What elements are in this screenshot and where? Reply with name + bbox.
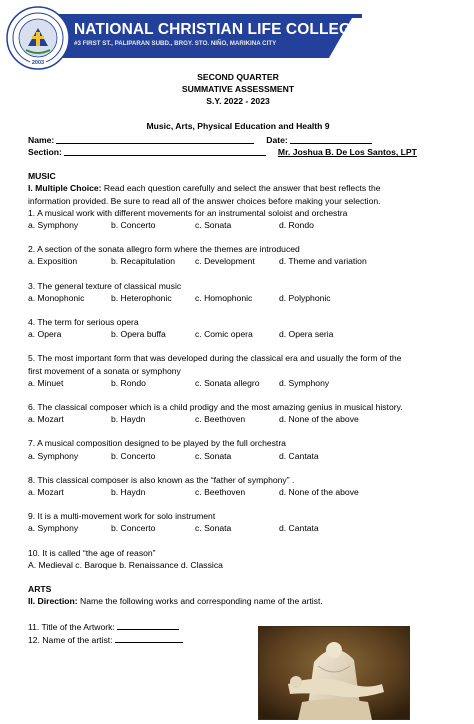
- choices-10: A. Medieval c. Baroque b. Renaissance d. Classica: [28, 559, 223, 570]
- choice: c. Development: [195, 256, 255, 267]
- choice: b. Haydn: [111, 487, 146, 498]
- arts-heading: ARTS: [28, 584, 52, 595]
- music-instructions: [28, 182, 448, 194]
- teacher-name: Mr. Joshua B. De Los Santos, LPT: [277, 147, 417, 158]
- choice: c. Sonata allegro: [195, 377, 260, 388]
- choice: c. Homophonic: [195, 292, 253, 303]
- choice: b. Concerto: [111, 220, 156, 231]
- assessment-title: SUMMATIVE ASSESSMENT: [181, 84, 295, 95]
- date-blank: [290, 134, 372, 144]
- college-banner: [0, 0, 474, 76]
- choices-7: [28, 450, 448, 462]
- section-label: Section:: [28, 147, 62, 158]
- question-1: 1. A musical work with different movements for an instrumental soloist and orchestra: [28, 207, 348, 218]
- choices-5: [28, 377, 448, 389]
- choice: b. Haydn: [111, 414, 146, 425]
- choice: d. Rondo: [279, 220, 314, 231]
- subject-title: Music, Arts, Physical Education and Health 9: [146, 120, 330, 131]
- instructions-line-1: Read each question carefully and select the answer that best reflects the: [101, 183, 381, 194]
- choice: c. Beethoven: [195, 487, 246, 498]
- instructions-line-2: information provided. Be sure to read all of the answer choices before making your selection.: [28, 195, 381, 206]
- choices-6: [28, 413, 448, 425]
- music-heading: MUSIC: [28, 171, 56, 182]
- choice: b. Concerto: [111, 450, 156, 461]
- choice: d. Symphony: [279, 377, 330, 388]
- choice: b. Opera buffa: [111, 329, 166, 340]
- choice: d. Opera seria: [279, 329, 334, 340]
- choice: d. Polyphonic: [279, 292, 331, 303]
- choice: d. None of the above: [279, 414, 359, 425]
- question-8: 8. This classical composer is also known as the “father of symphony” .: [28, 474, 295, 485]
- college-seal-logo: [6, 6, 70, 70]
- choice: a. Symphony: [28, 450, 79, 461]
- date-label: Date:: [266, 134, 288, 145]
- artwork-title-blank: [117, 620, 179, 630]
- quarter-title: SECOND QUARTER: [197, 72, 279, 82]
- choice: c. Sonata: [195, 450, 232, 461]
- choice: a. Mozart: [28, 487, 64, 498]
- question-12-label: 12. Name of the artist:: [28, 634, 113, 645]
- artwork-photo: [258, 626, 410, 720]
- choice: a. Symphony: [28, 523, 79, 534]
- choice: b. Rondo: [111, 377, 146, 388]
- choice: b. Concerto: [111, 523, 156, 534]
- question-3: 3. The general texture of classical music: [28, 280, 182, 291]
- name-date-row: [28, 134, 448, 146]
- section-blank: [64, 146, 266, 156]
- section-teacher-row: [28, 146, 448, 158]
- choice: c. Beethoven: [195, 414, 246, 425]
- choice: a. Symphony: [28, 220, 79, 231]
- arts-instructions: [28, 595, 448, 607]
- question-2: 2. A section of the sonata allegro form where the themes are introduced: [28, 244, 300, 255]
- choices-3: [28, 292, 448, 304]
- choices-8: [28, 486, 448, 498]
- question-5: 5. The most important form that was developed during the classical era and usually the form of the: [28, 353, 402, 364]
- assessment-document: [28, 70, 448, 646]
- part-one-label: I. Multiple Choice:: [28, 183, 102, 194]
- choice: a. Minuet: [28, 377, 64, 388]
- choice: d. Cantata: [279, 523, 319, 534]
- seal-year: 2003: [31, 60, 45, 66]
- college-address: #3 FIRST ST., PALIPARAN SUBD., BRGY. STO. NIÑO, MARIKINA CITY: [74, 40, 277, 47]
- question-9: 9. It is a multi-movement work for solo instrument: [28, 511, 216, 522]
- question-5-cont: first movement of a sonata or symphony: [28, 365, 181, 376]
- part-two-label: II. Direction:: [28, 596, 78, 607]
- banner-stripe: [22, 14, 362, 18]
- question-6: 6. The classical composer which is a child prodigy and the most amazing genius in musical history.: [28, 402, 403, 413]
- name-blank: [56, 134, 254, 144]
- name-label: Name:: [28, 134, 55, 145]
- choice: a. Mozart: [28, 414, 64, 425]
- choice: d. Cantata: [279, 450, 319, 461]
- question-10: 10. It is called “the age of reason”: [28, 547, 156, 558]
- choice: b. Recapitulation: [111, 256, 176, 267]
- choice: a. Exposition: [28, 256, 78, 267]
- artist-name-blank: [115, 633, 183, 643]
- college-name: NATIONAL CHRISTIAN LIFE COLLEGE, INC.: [74, 21, 402, 38]
- choices-1: [28, 219, 448, 231]
- choice: a. Opera: [28, 329, 62, 340]
- question-7: 7. A musical composition designed to be played by the full orchestra: [28, 438, 286, 449]
- question-4: 4. The term for serious opera: [28, 317, 139, 328]
- choice: c. Comic opera: [195, 329, 253, 340]
- choice: d. Theme and variation: [279, 256, 367, 267]
- choices-4: [28, 328, 448, 340]
- choices-9: [28, 522, 448, 534]
- question-11-label: 11. Title of the Artwork:: [28, 621, 115, 632]
- choice: d. None of the above: [279, 487, 359, 498]
- choice: a. Monophonic: [28, 292, 85, 303]
- choice: c. Sonata: [195, 523, 232, 534]
- arts-instructions-text: Name the following works and corresponding name of the artist.: [77, 596, 323, 607]
- choice: b. Heterophonic: [111, 292, 172, 303]
- choice: c. Sonata: [195, 220, 232, 231]
- school-year: S.Y. 2022 - 2023: [206, 96, 270, 107]
- choices-2: [28, 255, 448, 267]
